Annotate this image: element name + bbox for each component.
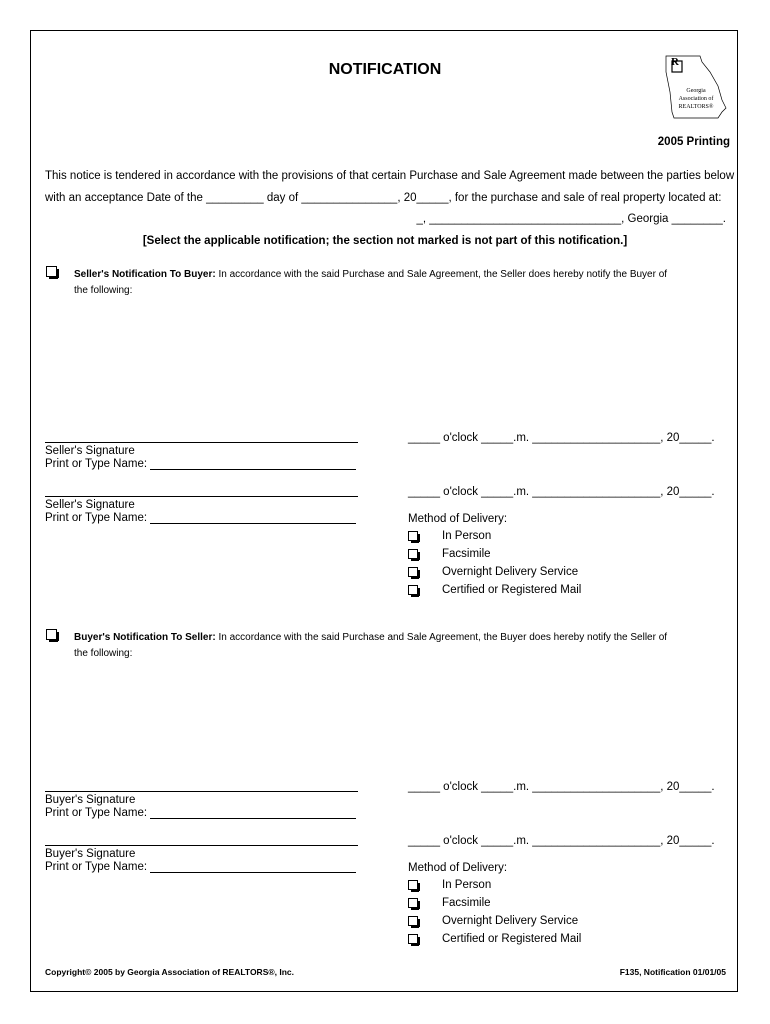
buyer-text-a: In accordance with the said Purchase and Sale Agreement, the Buyer does hereby notify the Seller of [218, 632, 668, 643]
buyer-time-line-2[interactable]: _____ o'clock _____.m. ____________________, 20_____. [408, 835, 715, 847]
buyer-delivery-facsimile-checkbox[interactable] [408, 898, 418, 908]
seller-delivery-mail-checkbox[interactable] [408, 585, 418, 595]
copyright-text: Copyright© 2005 by Georgia Association of REALTORS®, Inc. [45, 967, 294, 977]
seller-print-name-label-1: Print or Type Name: [45, 458, 148, 470]
page-title: NOTIFICATION [328, 61, 442, 78]
realtor-mark: R [671, 56, 679, 68]
intro-line-2[interactable]: with an acceptance Date of the _________ day of _______________, 20_____, for the purchase and sale of real property located at: [45, 192, 722, 204]
buyer-delivery-in-person-label: In Person [442, 879, 492, 891]
buyer-signature-line-2[interactable] [45, 845, 358, 846]
logo-line-3: REALTORS® [678, 104, 714, 110]
logo-line-2: Association of [678, 96, 714, 102]
seller-delivery-facsimile-label: Facsimile [442, 548, 491, 560]
buyer-delivery-overnight-checkbox[interactable] [408, 916, 418, 926]
buyer-notification-text [74, 632, 667, 643]
seller-time-line-2[interactable]: _____ o'clock _____.m. ____________________, 20_____. [408, 486, 715, 498]
instruction-text: [Select the applicable notification; the section not marked is not part of this notification.] [142, 235, 628, 247]
seller-text-a: In accordance with the said Purchase and Sale Agreement, the Seller does hereby notify the Buyer of [218, 269, 668, 280]
seller-signature-line-1[interactable] [45, 442, 358, 443]
seller-delivery-overnight-checkbox[interactable] [408, 567, 418, 577]
seller-delivery-label: Method of Delivery: [408, 513, 508, 525]
buyer-delivery-mail-checkbox[interactable] [408, 934, 418, 944]
seller-signature-label-2: Seller's Signature [45, 499, 135, 511]
buyer-signature-label-1: Buyer's Signature [45, 794, 136, 806]
buyer-delivery-facsimile-label: Facsimile [442, 897, 491, 909]
buyer-delivery-in-person-checkbox[interactable] [408, 880, 418, 890]
buyer-heading: Buyer's Notification To Seller: [74, 632, 216, 643]
seller-print-name-line-2[interactable] [150, 523, 356, 524]
seller-delivery-in-person-label: In Person [442, 530, 492, 542]
seller-text-b: the following: [74, 285, 133, 296]
seller-delivery-mail-label: Certified or Registered Mail [442, 584, 582, 596]
seller-time-line-1[interactable]: _____ o'clock _____.m. ____________________, 20_____. [408, 432, 715, 444]
seller-notification-checkbox[interactable] [46, 266, 57, 277]
seller-print-name-line-1[interactable] [150, 469, 356, 470]
intro-line-1: This notice is tendered in accordance with the provisions of that certain Purchase and Sale Agreement made between the parties below [45, 170, 735, 182]
buyer-time-line-1[interactable]: _____ o'clock _____.m. ____________________, 20_____. [408, 781, 715, 793]
buyer-print-name-line-1[interactable] [150, 818, 356, 819]
buyer-delivery-label: Method of Delivery: [408, 862, 508, 874]
buyer-print-name-line-2[interactable] [150, 872, 356, 873]
printing-year: 2005 Printing [657, 136, 730, 148]
intro-line-3[interactable]: _, ______________________________, Georgia ________. [416, 213, 726, 225]
seller-signature-line-2[interactable] [45, 496, 358, 497]
buyer-print-name-label-1: Print or Type Name: [45, 807, 148, 819]
seller-notification-text [74, 269, 667, 280]
seller-heading: Seller's Notification To Buyer: [74, 269, 216, 280]
buyer-signature-line-1[interactable] [45, 791, 358, 792]
buyer-delivery-overnight-label: Overnight Delivery Service [442, 915, 579, 927]
seller-delivery-in-person-checkbox[interactable] [408, 531, 418, 541]
seller-delivery-facsimile-checkbox[interactable] [408, 549, 418, 559]
buyer-text-b: the following: [74, 648, 133, 659]
buyer-notification-checkbox[interactable] [46, 629, 57, 640]
buyer-delivery-mail-label: Certified or Registered Mail [442, 933, 582, 945]
form-id-text: F135, Notification 01/01/05 [619, 967, 726, 977]
seller-print-name-label-2: Print or Type Name: [45, 512, 148, 524]
seller-delivery-overnight-label: Overnight Delivery Service [442, 566, 579, 578]
logo-line-1: Georgia [686, 88, 706, 94]
buyer-print-name-label-2: Print or Type Name: [45, 861, 148, 873]
seller-signature-label-1: Seller's Signature [45, 445, 135, 457]
buyer-signature-label-2: Buyer's Signature [45, 848, 136, 860]
